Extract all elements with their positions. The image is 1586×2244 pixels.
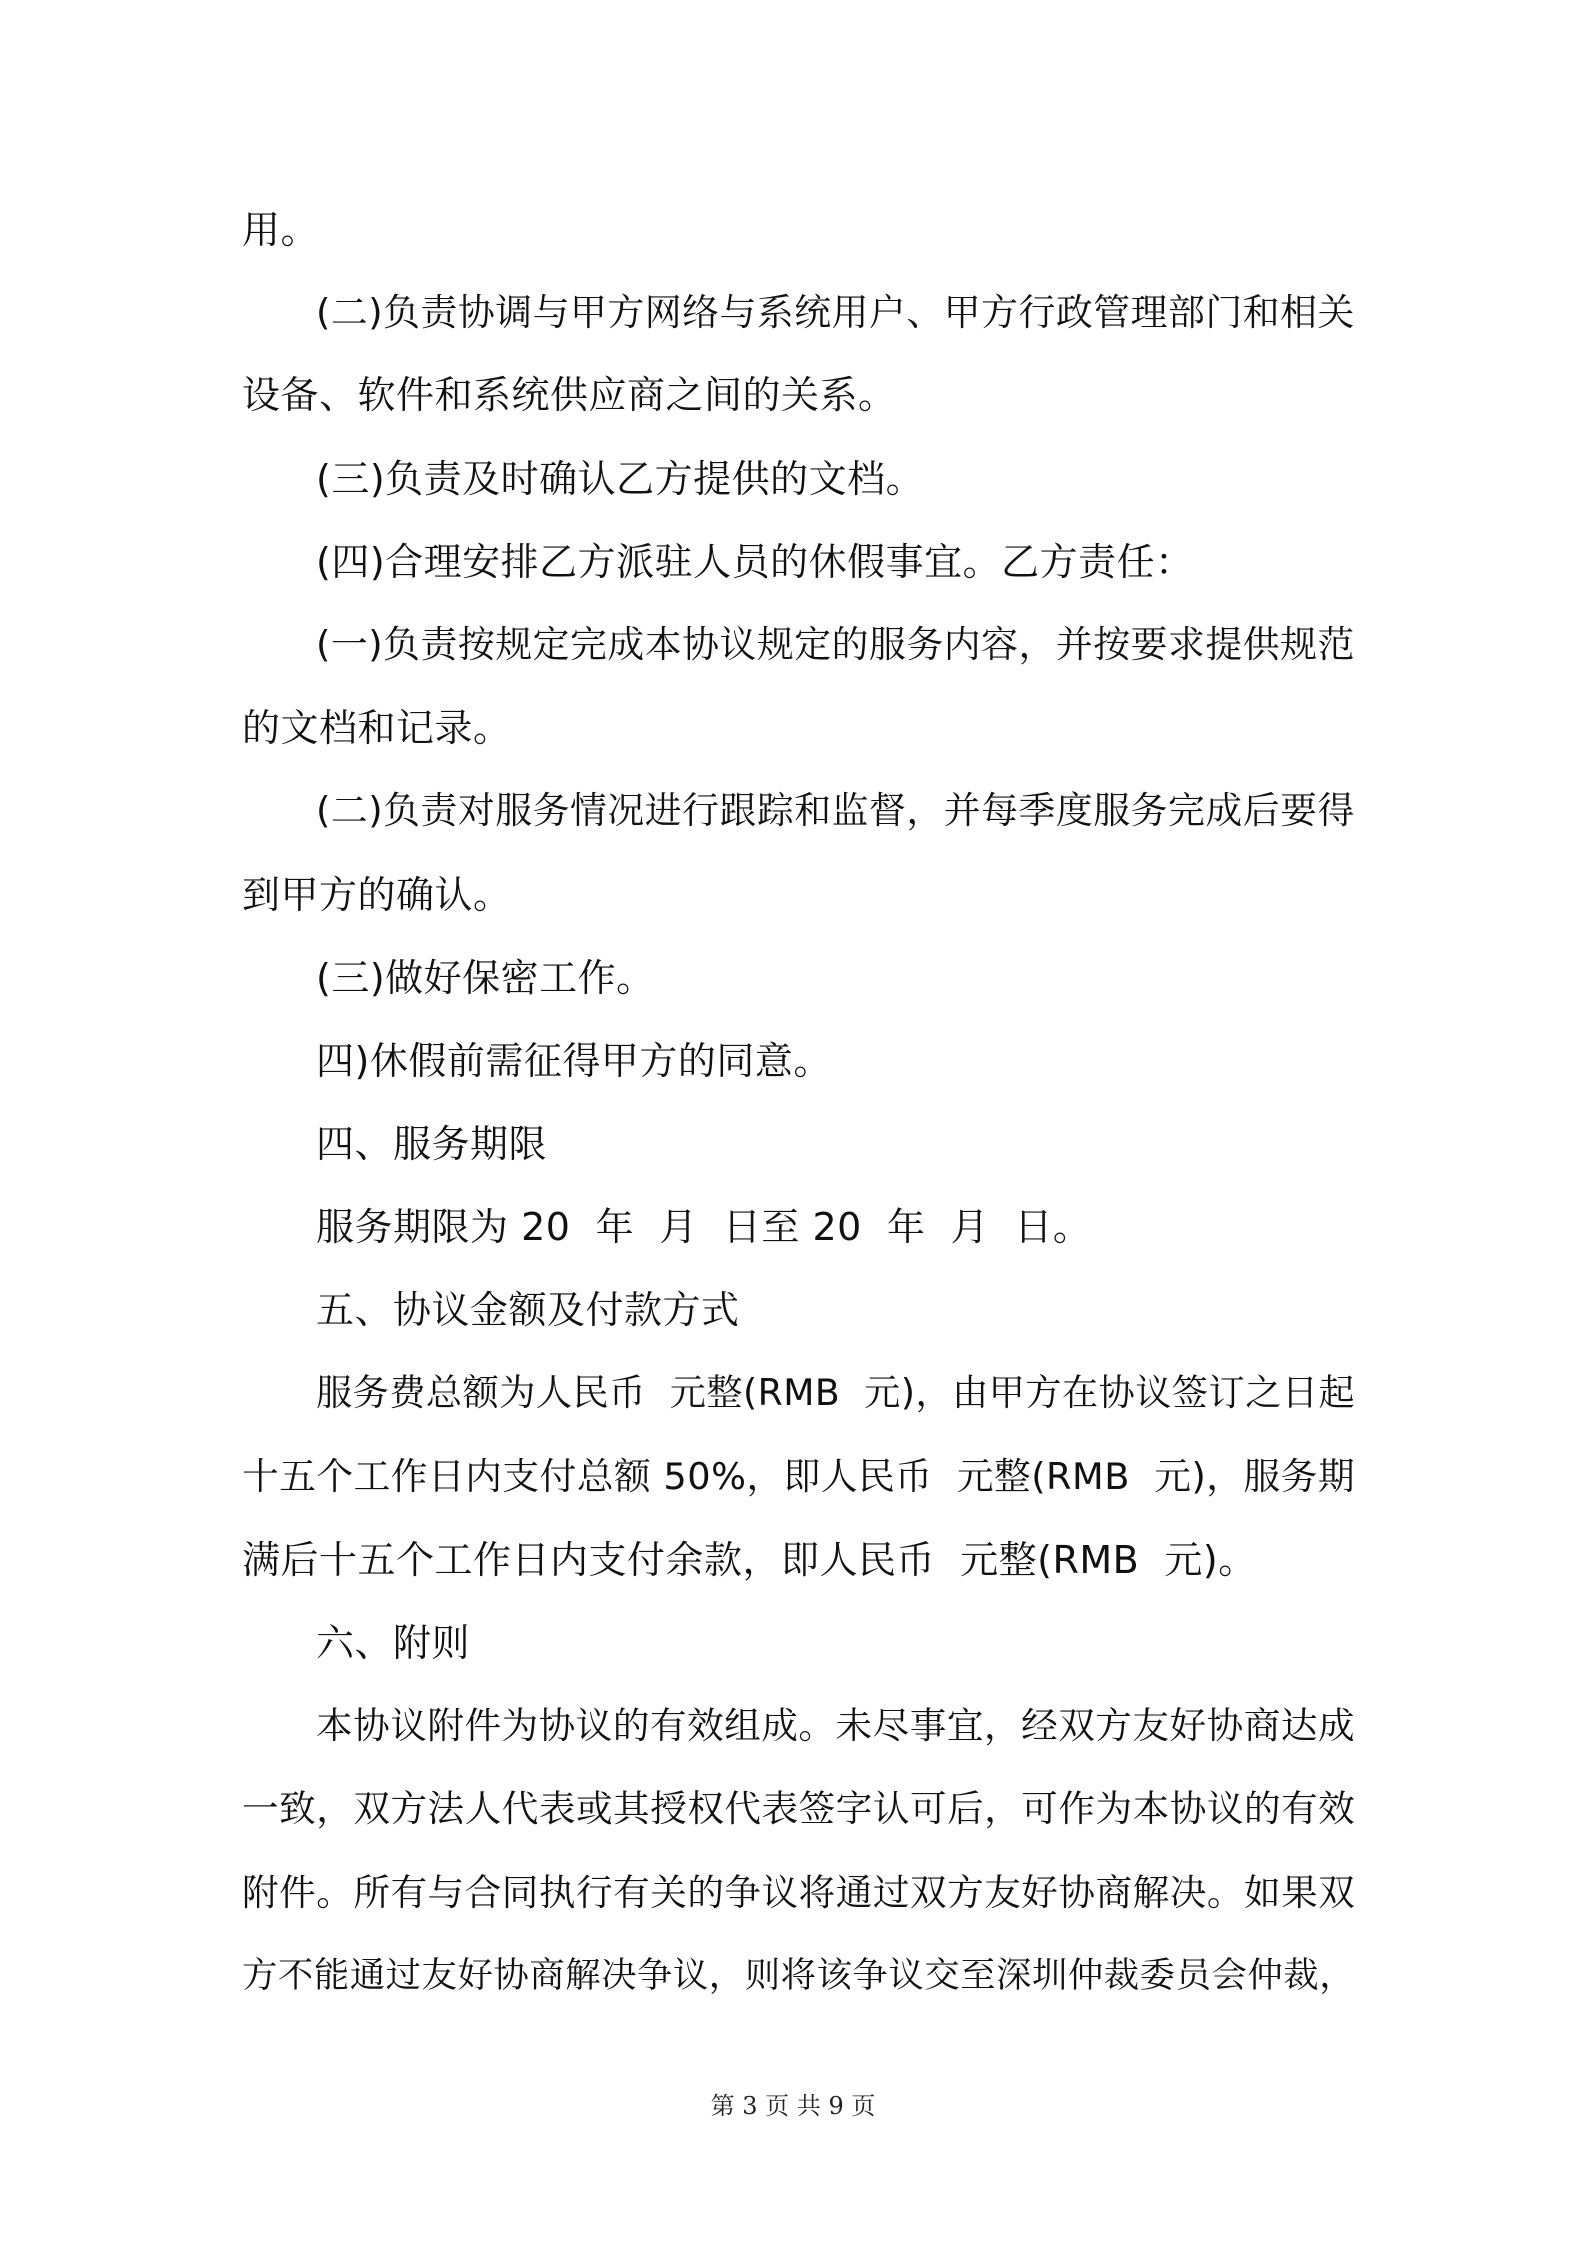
section-heading: 四、服务期限 [316, 1122, 548, 1166]
text-line: 的文档和记录。 [242, 706, 512, 750]
text-line: 四)休假前需征得甲方的同意。 [316, 1039, 832, 1083]
text-line: (二)负责协调与甲方网络与系统用户、甲方行政管理部门和相关 [316, 291, 1355, 334]
text-line: 用。 [242, 208, 320, 252]
text-line: 满后十五个工作日内支付余款，即人民币 元整(RMB 元)。 [242, 1538, 1257, 1582]
text-line: (三)做好保密工作。 [316, 956, 655, 1000]
text-line: 设备、软件和系统供应商之间的关系。 [242, 373, 897, 417]
text-line: (三)负责及时确认乙方提供的文档。 [316, 457, 925, 501]
text-line: 本协议附件为协议的有效组成。未尽事宜，经双方友好协商达成 [316, 1704, 1356, 1747]
text-line: (二)负责对服务情况进行跟踪和监督，并每季度服务完成后要得 [316, 789, 1355, 832]
section-heading: 六、附则 [316, 1621, 471, 1665]
text-line: 十五个工作日内支付总额 50%，即人民币 元整(RMB 元)，服务期 [242, 1455, 1356, 1498]
text-line: 到甲方的确认。 [242, 873, 512, 917]
text-line: 服务费总额为人民币 元整(RMB 元)，由甲方在协议签订之日起 [316, 1371, 1356, 1414]
text-line: 服务期限为 20 年 月 日至 20 年 月 日。 [316, 1205, 1092, 1249]
text-line: 附件。所有与合同执行有关的争议将通过双方友好协商解决。如果双 [242, 1871, 1356, 1914]
text-line: 一致，双方法人代表或其授权代表签字认可后，可作为本协议的有效 [242, 1787, 1356, 1830]
text-line: (一)负责按规定完成本协议规定的服务内容，并按要求提供规范 [316, 623, 1355, 666]
text-line: (四)合理安排乙方派驻人员的休假事宜。乙方责任： [316, 540, 1194, 584]
page-number-footer: 第 3 页 共 9 页 [710, 2092, 876, 2120]
section-heading: 五、协议金额及付款方式 [316, 1288, 740, 1332]
text-line: 方不能通过友好协商解决争议，则将该争议交至深圳仲裁委员会仲裁， [242, 1955, 1356, 1996]
